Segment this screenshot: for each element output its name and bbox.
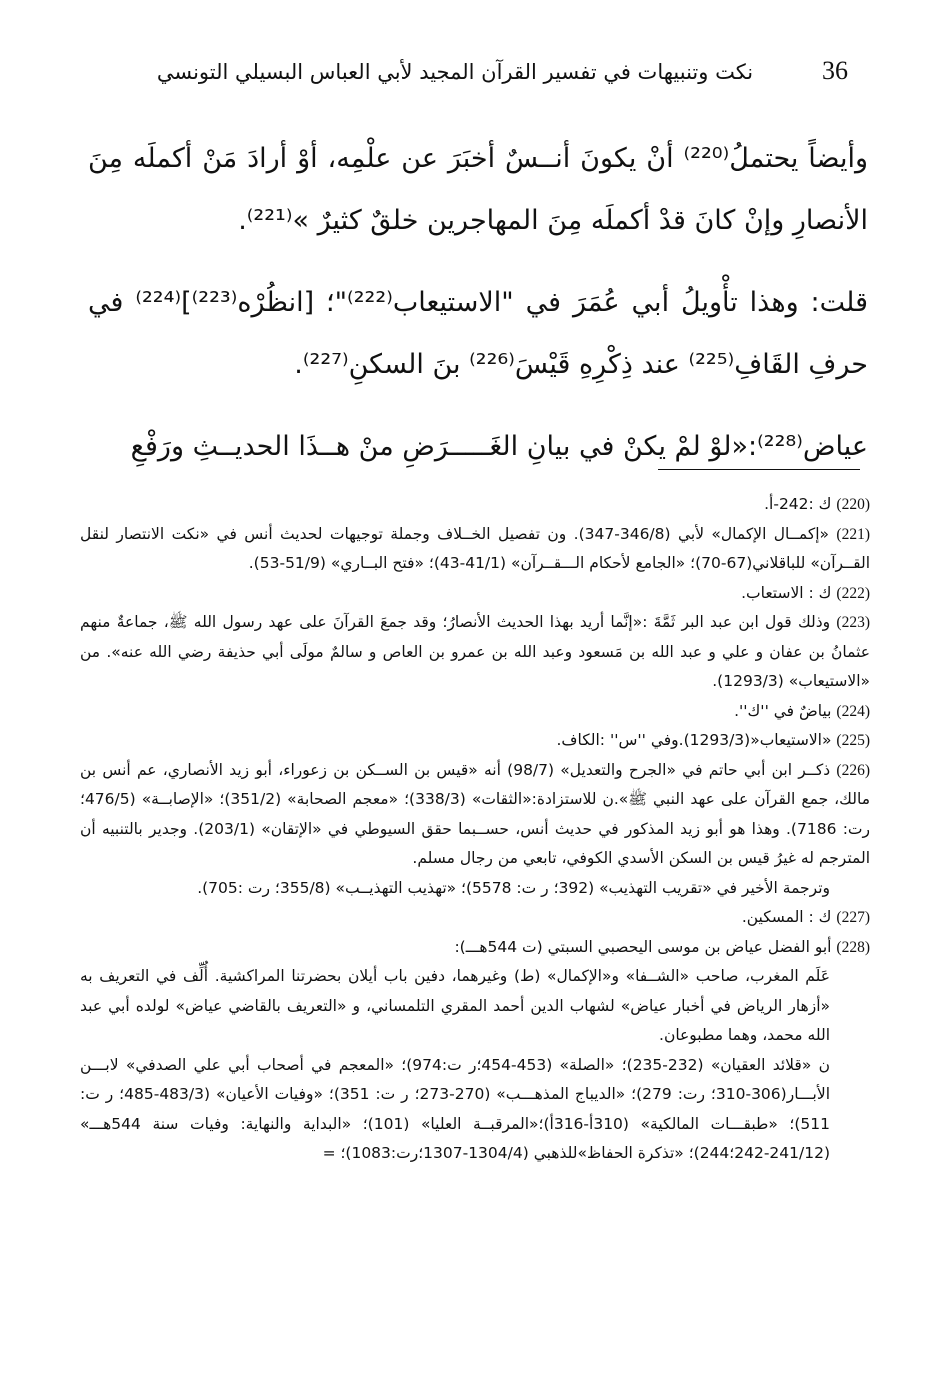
running-title: نكت وتنبيهات في تفسير القرآن المجيد لأبي العباس البسيلي التونسي [156,60,754,84]
footnote-text: ن «قلائد العقيان» (232-235)؛ «الصلة» (453-454؛ر ت:974)؛ «المعجم في أصحاب أبي علي الصدفي» لابـــن الأبـــار(306-310؛ رت: 279)؛ «الديباج المذهـــب» (270-273؛ ر ت: 351)؛ «وفيات الأعيان» (483/3-485؛ ر ت: 511)؛ «طبقـــات المالكية» (310أ-316أ)؛«المرقبــة العليا» (101)؛ «البداية والنهاية: وفيات سنة 544هـــ» (241/12-242؛244)؛ «تذكرة الحفاظ»للذهبي (1304/4-1307؛رت:1083)؛ = [80,1055,830,1162]
footnote [80,520,870,579]
footnote-number: (228) [836,938,870,956]
footnote-number: (223) [836,614,870,631]
footnote-text: ك : الاستعاب. [741,583,832,602]
footnote-text: ك : المسكين. [741,908,832,926]
footnote [80,490,870,520]
paragraph: وأيضاً يحتملُ⁽²²⁰⁾ أنْ يكونَ أنــسٌ أخبَرَ عن علْمِه، أوْ أرادَ مَنْ أكملَه مِنَ الأنصارِ وإنْ كانَ قدْ أكملَه مِنَ المهاجرين خلقٌ كثيرٌ »⁽²²¹⁾. [88,143,869,236]
footnote-text: بياضٌ في ''ك''. [734,701,832,720]
footnote-text: ذكــر ابن أبي حاتم في «الجرح والتعديل» (98/7) أنه «قيس بن الســكن بن زعوراء، أبو زيد الأنصاري، عم أنس بن مالك، جمع القرآن على عهد النبي ﷺ».ن للاستزادة:«الثقات» (338/3)؛ «معجم الصحابة» (351/2)؛ «الإصابــة» (476/5؛رت: 7186). وهذا هو أبو زيد المذكور في حديث أنس، حســبما حقق السيوطي في «الإتقان» (203/1). وجدير بالتنبيه أن المترجم له غيرُ قيس بن السكن الأسدي الكوفي، تابعي من رجال مسلم. [80,760,870,867]
footnote-number: (221) [836,525,870,543]
footnotes-section [80,490,870,1326]
footnote-text: وذلك قول ابن عبد البر ثَمَّةَ :«إنَّما أريد بهذا الحديث الأنصارُ؛ وقد جمعَ القرآنَ على عهد رسول الله ﷺ، جماعةٌ منهم عثمانُ بن عفان و علي و عبد الله بن مَسعود وعبد الله بن عمرو بن العاص و سالمٌ مولَى أبي حذيفة رضي الله عنه». من «الاستيعاب» (1293/3). [80,613,870,690]
footnote-text: عَلَم المغرب، صاحب «الشــفا» و«الإكمال» (ط) وغيرهما، دفين باب أيلان بحضرتنا المراكشية. أُلِّف في التعريف به «أزهار الرياض في أخبار عياض» لشهاب الدين أحمد المقري التلمساني، و «التعريف بالقاضي عياض» لولده أبي عبد الله محمد، وهما مطبوعان. [80,967,830,1044]
footnote [80,933,870,963]
footnote [80,726,870,756]
footnote-text: أبو الفضل عياض بن موسى اليحصبي السبتي (ت 544هـــ): [454,937,832,956]
footnote-continuation [80,962,870,1051]
paragraph: قلت: وهذا تأْويلُ أبي عُمَرَ في "الاستيعاب⁽²²²⁾"؛ [انظُرْه⁽²²³⁾]⁽²²⁴⁾ في حرفِ القَافِ⁽²²⁵⁾ عند ذِكْرِهِ قَيْسَ⁽²²⁶⁾ بنَ السكنِ⁽²²⁷⁾. [88,287,869,380]
footnote-number: (227) [836,909,870,926]
footnote [80,579,870,609]
footnote-number: (222) [836,584,870,602]
footnote-text: ك :242-أ. [764,495,832,513]
footnote-text: «إكمــال الإكمال» لأبي (346/8-347). ون تفصيل الخــلاف وجملة توجيهات لحديث أنس في «نكت الانتصار لنقل القــرآن» للباقلاني(67-70)؛ «الجامع لأحكام الـــقــرآن» (41/1-43)؛ «فتح البــاري» (51/9-53). [80,524,870,572]
footnote-continuation [80,1051,870,1169]
footnote-divider [658,469,860,470]
footnote [80,756,870,874]
footnote [80,608,870,697]
footnote-text: وترجمة الأخير في «تقريب التهذيب» (392؛ ر ت: 5578)؛ «تهذيب التهذيــب» (355/8؛ رت :705). [197,878,830,897]
page-number: 36 [822,56,848,85]
footnote-number: (226) [836,761,870,779]
footnote-text: «الاستيعاب«(1293/3).وفي ''س'' :الكاف. [556,731,832,749]
footnote-number: (220) [836,496,870,513]
main-text [88,128,868,478]
footnote-number: (224) [836,702,870,720]
footnote-continuation [80,874,870,904]
footnote [80,903,870,933]
footnote-number: (225) [836,732,870,749]
paragraph: عياض⁽²²⁸⁾:«لوْ لمْ يكنْ في بيانِ الغَـــــرَضِ منْ هــذَا الحديــثِ ورَفْعِ [130,431,868,462]
footnote [80,697,870,727]
